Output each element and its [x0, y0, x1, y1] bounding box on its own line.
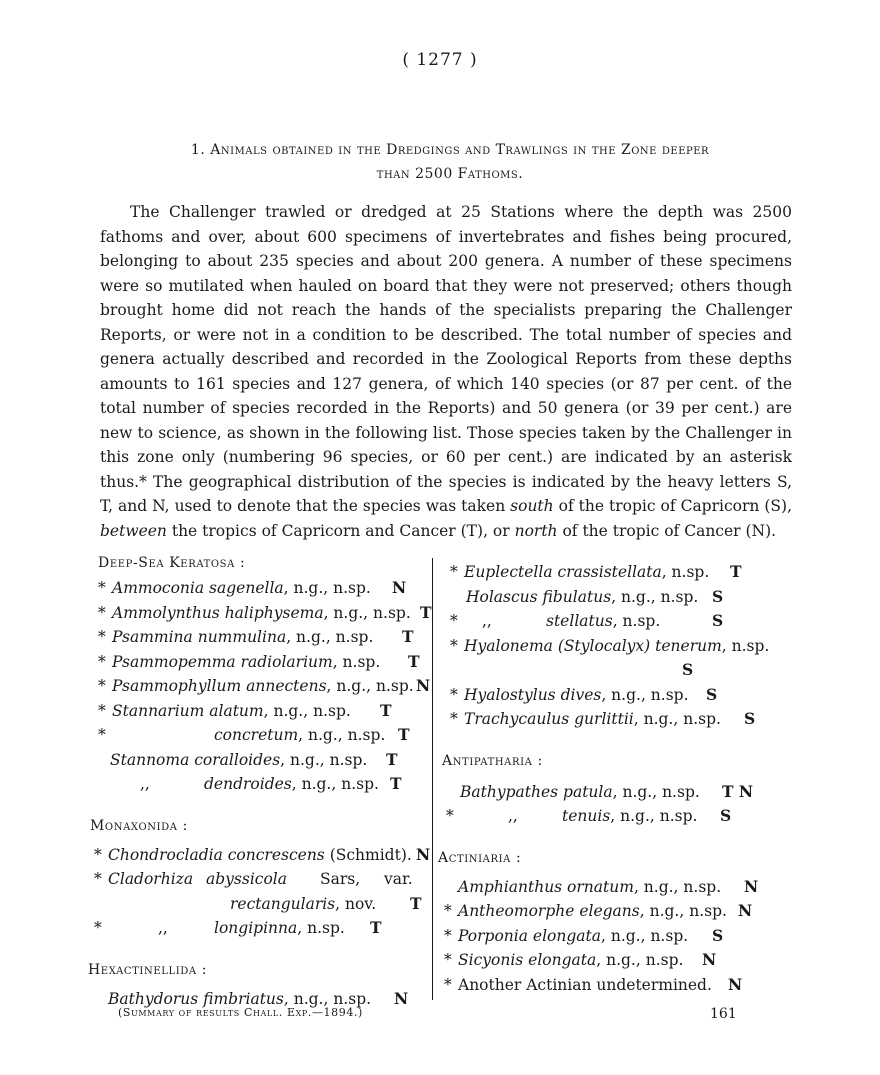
- species-note: , nov.: [335, 894, 377, 913]
- species-name: Sicyonis elongata: [458, 951, 597, 969]
- intro-paragraph: [100, 200, 792, 543]
- species-entry: [98, 601, 432, 626]
- species-name: Ammoconia sagenella: [112, 579, 284, 597]
- heading-keratosa: Deep-Sea Keratosa :: [98, 555, 246, 571]
- species-note: , n.g., n.sp.: [263, 701, 351, 720]
- distribution-letter: S: [712, 586, 724, 606]
- asterisk: *: [98, 677, 106, 695]
- species-entry: [450, 683, 780, 708]
- species-note: , n.sp.: [297, 919, 345, 937]
- intro-south: south: [510, 497, 554, 515]
- species-note: , n.g., n.sp.: [280, 750, 368, 769]
- asterisk: *: [446, 807, 454, 825]
- heading-antipatharia: Antipatharia :: [442, 752, 543, 769]
- species-entry: [444, 924, 780, 949]
- asterisk: *: [94, 919, 102, 937]
- species-name: Psammophyllum annectens: [112, 677, 327, 695]
- asterisk: *: [94, 870, 102, 888]
- species-note: Sars,: [320, 870, 361, 888]
- asterisk: *: [444, 951, 452, 969]
- distribution-letter: N: [728, 974, 743, 994]
- asterisk: *: [444, 902, 452, 920]
- species-note: , n.g., n.sp.: [633, 710, 721, 728]
- right-column: [440, 560, 780, 997]
- ditto-mark: ,,: [508, 807, 518, 825]
- species-name: Cladorhiza: [108, 870, 194, 888]
- distribution-letter: T: [390, 774, 402, 793]
- heading-monaxonida: Monaxonida :: [90, 817, 188, 834]
- species-name: Euplectella crassistellata: [464, 563, 662, 581]
- asterisk: *: [450, 710, 458, 728]
- distribution-letter: S: [706, 684, 718, 704]
- asterisk: *: [94, 845, 102, 864]
- species-entry: [98, 625, 432, 650]
- species-note: (Schmidt).: [324, 845, 412, 864]
- species-entry: [94, 892, 432, 917]
- species-entry: [98, 748, 432, 773]
- distribution-letter: T: [370, 918, 382, 937]
- species-note: , n.g., n.sp.: [610, 807, 698, 825]
- distribution-letter: T: [398, 725, 410, 744]
- species-name: Amphianthus ornatum: [458, 877, 634, 896]
- species-entry: [450, 560, 780, 585]
- species-name: Ammolynthus haliphysema: [112, 603, 324, 622]
- species-name: Trachycaulus gurlittii: [464, 710, 634, 728]
- species-note: , n.g., n.sp.: [283, 989, 372, 1008]
- species-entry: [446, 804, 780, 829]
- intro-text-3: the tropics of Capricorn and Cancer (T), or: [166, 521, 515, 540]
- intro-north: north: [514, 521, 558, 540]
- species-note: , n.g., n.sp.: [291, 775, 379, 793]
- species-note: , n.g., n.sp.: [612, 782, 700, 801]
- species-entry: [450, 634, 780, 659]
- asterisk: *: [98, 628, 106, 646]
- ditto-mark: ,,: [158, 919, 168, 937]
- intro-text-2: of the tropic of Capricorn (S),: [553, 497, 792, 515]
- species-name-2: abyssicola: [206, 870, 287, 888]
- heading-actiniaria: Actiniaria :: [438, 849, 522, 866]
- distribution-letter: T N: [722, 781, 754, 801]
- species-name: Stannarium alatum: [112, 701, 264, 720]
- asterisk: *: [450, 636, 458, 655]
- species-note: , n.sp.: [332, 652, 381, 671]
- species-note: , n.g., n.sp.: [286, 628, 374, 646]
- species-name: tenuis: [562, 807, 611, 825]
- distribution-letter: S: [712, 925, 724, 945]
- section-heading-line2: than 2500 Fathoms.: [376, 166, 524, 182]
- column-divider: [432, 558, 433, 1000]
- distribution-letter: N: [394, 988, 409, 1008]
- species-entry: [444, 899, 780, 924]
- species-entry: [444, 948, 780, 973]
- species-name: Holascus fibulatus: [466, 587, 612, 606]
- distribution-letter: T: [420, 602, 432, 622]
- species-name: Chondrocladia concrescens: [108, 845, 325, 864]
- species-note: , n.g., n.sp.: [600, 926, 689, 945]
- species-name: Hyalostylus dives: [464, 685, 602, 704]
- asterisk: *: [450, 685, 458, 704]
- distribution-letter: N: [416, 844, 431, 864]
- species-name: Hyalonema: [464, 636, 553, 655]
- distribution-letter: N: [392, 578, 407, 597]
- species-note: , n.g., n.sp.: [326, 677, 414, 695]
- species-note: , n.g., n.sp.: [596, 951, 684, 969]
- species-entry: [450, 707, 780, 732]
- species-note-2: var.: [384, 870, 413, 888]
- distribution-letter: T: [386, 749, 398, 769]
- distribution-letter: T: [402, 627, 414, 646]
- species-entry: [94, 867, 432, 892]
- species-name: Porponia elongata: [458, 926, 601, 945]
- species-entry: [450, 609, 780, 634]
- distribution-letter: S: [682, 660, 694, 679]
- intro-text-4: of the tropic of Cancer (N).: [557, 521, 777, 540]
- species-entry: [98, 699, 432, 724]
- species-entry: [444, 973, 780, 998]
- distribution-letter: T: [380, 700, 392, 720]
- ditto-mark: ,,: [482, 612, 492, 630]
- species-entry: [94, 916, 432, 941]
- section-heading-line1: 1. Animals obtained in the Dredgings and Trawlings in the Zone deeper: [190, 142, 710, 158]
- species-entry: [450, 780, 780, 805]
- distribution-letter: S: [712, 611, 724, 630]
- species-name: dendroides: [204, 775, 292, 793]
- left-column: [90, 550, 432, 1011]
- species-note: , n.g., n.sp.: [283, 579, 371, 597]
- distribution-letter: N: [416, 676, 431, 695]
- distribution-letter: T: [410, 893, 422, 913]
- asterisk: *: [98, 603, 106, 622]
- distribution-letter: T: [730, 562, 742, 581]
- footer-note: (Summary of results Chall. Exp.—1894.): [118, 1006, 363, 1019]
- species-name: Antheomorphe elegans: [458, 902, 640, 920]
- asterisk: *: [98, 579, 106, 597]
- species-name: Stannoma coralloides: [110, 750, 281, 769]
- asterisk: *: [98, 652, 106, 671]
- species-name: stellatus: [546, 612, 613, 630]
- species-note: , n.g., n.sp.: [633, 877, 722, 896]
- distribution-letter: N: [744, 876, 759, 896]
- species-name: concretum: [214, 726, 299, 744]
- species-name-2: (Stylocalyx) tenerum: [557, 636, 722, 655]
- asterisk: *: [444, 975, 452, 994]
- asterisk: *: [98, 726, 106, 744]
- page-number: ( 1277 ): [402, 50, 478, 70]
- intro-text-1: The Challenger trawled or dredged at 25 Stations where the depth was 2500 fathoms and over, about 600 specimens of invertebrates and fishes being procured, belonging to about 235 species and about 200 genera. A number of these specimens were so mutilated when hauled on board that they were not preserved; others though brought home did not reach the hands of the specialists preparing the Challenger Reports, or were not in a condition to be described. The total number of species and genera actually described and recorded in the Zoological Reports from these depths amounts to 161 species and 127 genera, of which 140 species (or 87 per cent. of the total number of species recorded in the Reports) and 50 genera (or 39 per cent.) are new to science, as shown in the following list. Those species taken by the Challenger in this zone only (numbering 96 species, or 60 per cent.) are indicated by an asterisk thus.* The geographical distribution of the species is indicated by the heavy letters S, T, and N, used to denote that the species was taken: [100, 203, 792, 515]
- species-name: Another Actinian undetermined.: [458, 975, 712, 994]
- species-entry: [450, 658, 780, 683]
- distribution-letter: N: [702, 950, 717, 969]
- heading-hexactinellida: Hexactinellida :: [88, 961, 208, 978]
- species-note: , n.sp.: [721, 636, 770, 655]
- distribution-letter: T: [408, 651, 420, 671]
- species-entry: [450, 585, 780, 610]
- intro-between: between: [100, 521, 167, 540]
- species-entry: [98, 674, 432, 699]
- species-name: Psammina nummulina: [112, 628, 287, 646]
- species-note: , n.sp.: [661, 563, 710, 581]
- section-heading: [110, 138, 790, 186]
- species-note: , n.g., n.sp.: [323, 603, 411, 622]
- asterisk: *: [444, 926, 452, 945]
- species-name: Bathydorus fimbriatus: [108, 989, 284, 1008]
- species-name: Bathypathes patula: [460, 782, 613, 801]
- species-note: , n.g., n.sp.: [601, 685, 689, 704]
- distribution-letter: N: [738, 901, 753, 920]
- species-note: , n.g., n.sp.: [639, 902, 727, 920]
- species-entry: [94, 843, 432, 868]
- species-entry: [98, 772, 432, 797]
- ditto-mark: ,,: [140, 775, 150, 793]
- species-entry: [444, 875, 780, 900]
- asterisk: *: [450, 612, 458, 630]
- species-entry: [98, 723, 432, 748]
- footer-signature: 161: [710, 1006, 737, 1022]
- distribution-letter: S: [720, 806, 732, 825]
- species-entry: [98, 650, 432, 675]
- asterisk: *: [450, 563, 458, 581]
- species-note: , n.sp.: [612, 612, 661, 630]
- species-name: longipinna: [214, 919, 298, 937]
- species-name: rectangularis: [230, 894, 336, 913]
- species-name: Psammopemma radiolarium: [112, 652, 333, 671]
- species-note: , n.g., n.sp.: [298, 726, 386, 744]
- distribution-letter: S: [744, 709, 756, 728]
- asterisk: *: [98, 701, 106, 720]
- species-note: , n.g., n.sp.: [611, 587, 699, 606]
- species-entry: [98, 576, 432, 601]
